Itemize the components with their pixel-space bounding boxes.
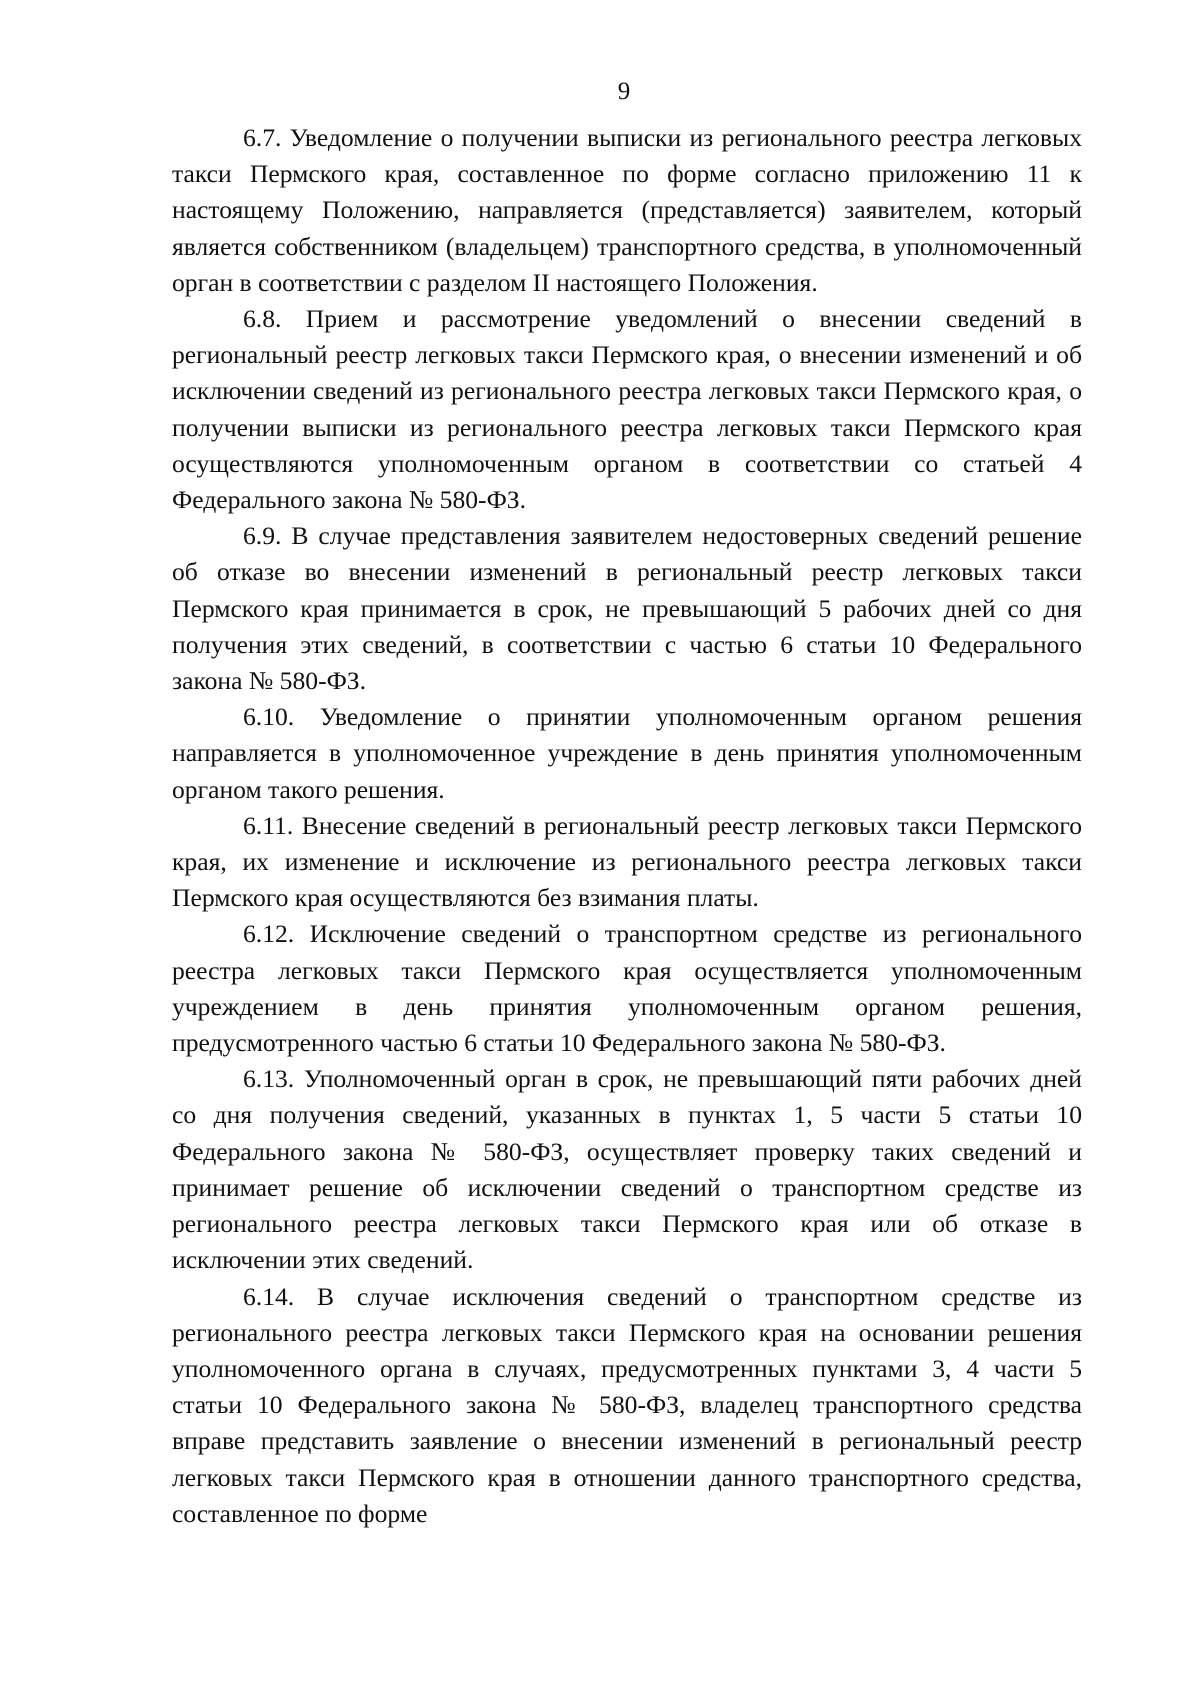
paragraph-6-13: 6.13. Уполномоченный орган в срок, не превышающий пяти рабочих дней со дня получения сведений, указанных в пунктах 1, 5 части 5 статьи 10 Федерального закона № 580-ФЗ, осуществляет проверку таких сведений и принимает решение об исключении сведений о транспортном средстве из регионального реестра легковых такси Пермского края или об отказе в исключении этих сведений.: [172, 1064, 1082, 1275]
paragraph-6-14: 6.14. В случае исключения сведений о транспортном средстве из регионального реестра легковых такси Пермского края на основании решения уполномоченного органа в случаях, предусмотренных пунктами 3, 4 части 5 статьи 10 Федерального закона № 580-ФЗ, владелец транспортного средства вправе представить заявление о внесении изменений в региональный реестр легковых такси Пермского края в отношении данного транспортного средства, составленное по форме: [172, 1281, 1082, 1528]
page-number: 9: [617, 78, 631, 105]
paragraph-6-8: 6.8. Прием и рассмотрение уведомлений о внесении сведений в региональный реестр легковых такси Пермского края, о внесении изменений и об исключении сведений из регионального реестра легковых такси Пермского края, о получении выписки из регионального реестра легковых такси Пермского края осуществляются уполномоченным органом в соответствии со статьей 4 Федерального закона № 580-ФЗ.: [172, 304, 1082, 515]
paragraph-6-7: 6.7. Уведомление о получении выписки из регионального реестра легковых такси Пермского края, составленное по форме согласно приложению 11 к настоящему Положению, направляется (представляется) заявителем, который является собственником (владельцем) транспортного средства, в уполномоченный орган в соответствии с разделом II настоящего Положения.: [172, 123, 1082, 297]
paragraph-6-9: 6.9. В случае представления заявителем недостоверных сведений решение об отказе во внесении изменений в региональный реестр легковых такси Пермского края принимается в срок, не превышающий 5 рабочих дней со дня получения этих сведений, в соответствии с частью 6 статьи 10 Федерального закона № 580-ФЗ.: [172, 521, 1082, 696]
document-body: [172, 120, 1082, 1532]
paragraph-6-12: 6.12. Исключение сведений о транспортном средстве из регионального реестра легковых такси Пермского края осуществляется уполномоченным учреждением в день принятия уполномоченным органом решения, предусмотренного частью 6 статьи 10 Федерального закона № 580-ФЗ.: [172, 919, 1082, 1058]
paragraph-6-10: 6.10. Уведомление о принятии уполномоченным органом решения направляется в уполномоченное учреждение в день принятия уполномоченным органом такого решения.: [172, 702, 1082, 804]
paragraph-6-11: 6.11. Внесение сведений в региональный реестр легковых такси Пермского края, их изменение и исключение из регионального реестра легковых такси Пермского края осуществляются без взимания платы.: [172, 810, 1082, 913]
